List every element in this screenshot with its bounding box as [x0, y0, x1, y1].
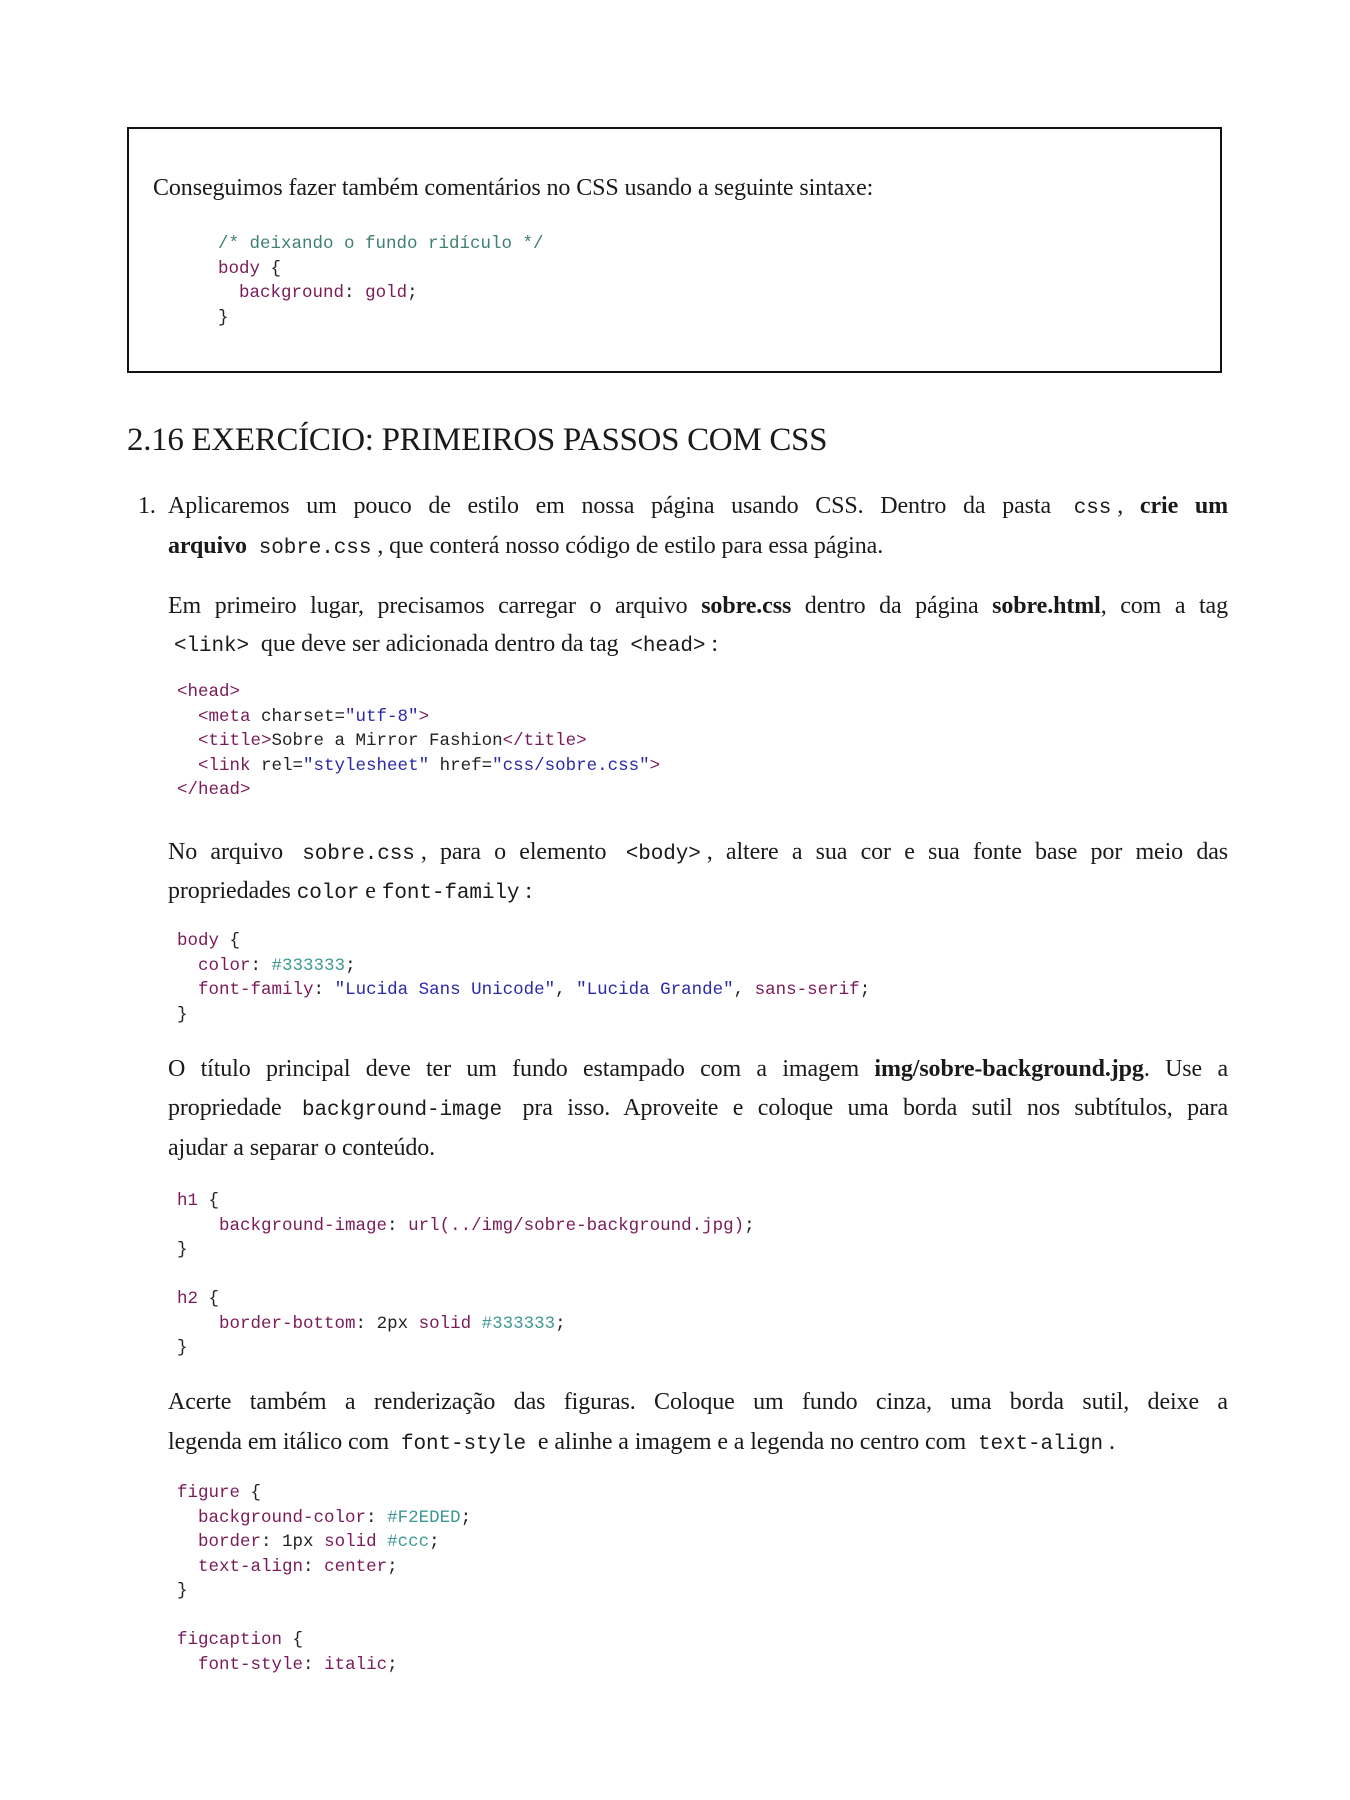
paragraph-5-line-1: Acerte também a renderização das figuras. Coloque um fundo cinza, uma borda sutil, deixe a [168, 1389, 1228, 1415]
paragraph-4-line-3: ajudar a separar o conteúdo. [168, 1135, 436, 1161]
section-heading: 2.16 EXERCÍCIO: PRIMEIROS PASSOS COM CSS [127, 422, 828, 458]
code-comment: /* deixando o fundo ridículo */ [218, 234, 544, 254]
code-block-headings: h1 { background-image: url(../img/sobre-background.jpg); } h2 { border-bottom: 2px solid #333333; } [177, 1191, 755, 1358]
paragraph-1-line-2: arquivo sobre.css , que conterá nosso código de estilo para essa página. [168, 533, 884, 560]
code-block-figure: figure { background-color: #F2EDED; border: 1px solid #ccc; text-align: center; } figcaption { font-style: italic; [177, 1483, 472, 1675]
code-block-head: <head> <meta charset="utf-8"> <title>Sobre a Mirror Fashion</title> <link rel="stylesheet" href="css/sobre.css"> </head> [177, 682, 661, 800]
note-intro: Conseguimos fazer também comentários no CSS usando a seguinte sintaxe: [153, 175, 874, 201]
paragraph-4-line-2: propriedade background-image pra isso. Aproveite e coloque uma borda sutil nos subtítulos, para [168, 1095, 1229, 1122]
paragraph-2-line-1: Em primeiro lugar, precisamos carregar o arquivo sobre.css dentro da página sobre.html, com a tag [168, 593, 1229, 619]
paragraph-5-line-2: legenda em itálico com font-style e alinhe a imagem e a legenda no centro com text-align . [168, 1429, 1115, 1456]
paragraph-3-line-1: No arquivo sobre.css , para o elemento <body> , altere a sua cor e sua fonte base por meio das [168, 839, 1229, 866]
paragraph-2-line-2: <link> que deve ser adicionada dentro da tag <head> : [174, 631, 718, 658]
paragraph-3-line-2: propriedades color e font-family : [168, 878, 532, 905]
note-code-block: /* deixando o fundo ridículo */ body { background: gold; } [218, 234, 544, 328]
code-block-body-rule: body { color: #333333; font-family: "Lucida Sans Unicode", "Lucida Grande", sans-serif; } [177, 931, 871, 1025]
paragraph-1-line-1: Aplicaremos um pouco de estilo em nossa página usando CSS. Dentro da pasta css , crie um [168, 493, 1229, 520]
paragraph-4-line-1: O título principal deve ter um fundo estampado com a imagem img/sobre-background.jpg. Use a [168, 1056, 1228, 1082]
list-number: 1. [138, 493, 156, 519]
